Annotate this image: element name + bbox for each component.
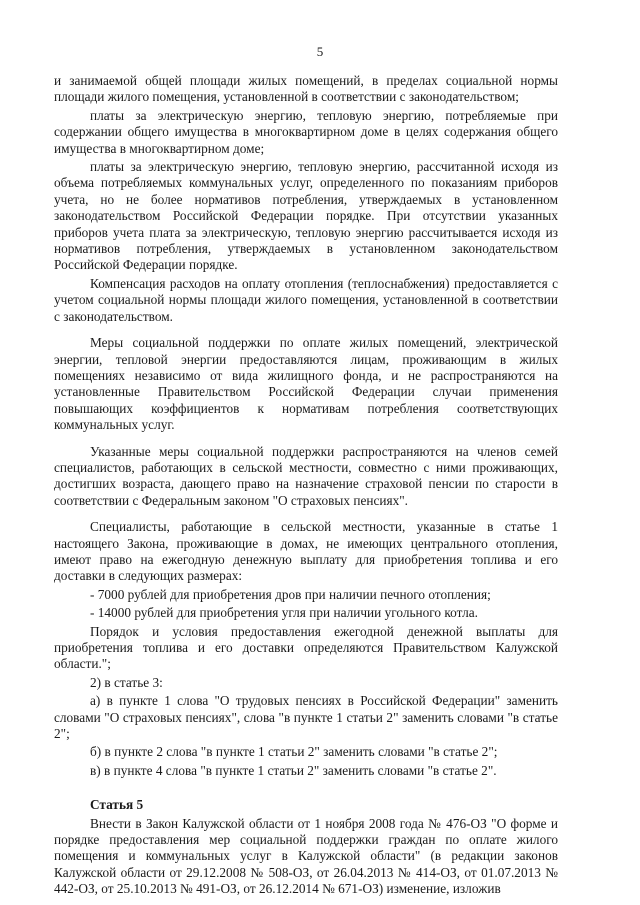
paragraph-payment-procedure: Порядок и условия предоставления ежегодной денежной выплаты для приобретения топлива и его доставки определяются Правительством Калужской области."; xyxy=(54,623,558,672)
paragraph-fuel-payment: Специалисты, работающие в сельской местности, указанные в статье 1 настоящего Закона, проживающие в домах, не имеющих центрального отопления, имеют право на ежегодную денежную выплату для приобретения топлива и его доставки в следующих размерах: xyxy=(54,519,558,584)
paragraph-article-3: 2) в статье 3: xyxy=(90,674,163,690)
document-body xyxy=(54,73,558,900)
list-item-a: а) в пункте 1 слова "О трудовых пенсиях в Российской Федерации" заменить словами "О страховых пенсиях", слова "в пункте 1 статьи 2" заменить словами "в статье 2"; xyxy=(54,693,558,742)
list-item-firewood: - 7000 рублей для приобретения дров при наличии печного отопления; xyxy=(90,586,491,602)
paragraph-gap xyxy=(54,511,558,519)
paragraph-support-measures: Меры социальной поддержки по оплате жилых помещений, электрической энергии, тепловой энергии предоставляются лицам, проживающим в жилых помещениях независимо от вида жилищного фонда, и не распространяются на установленные Правительством Российской Федерации случаи применения повышающих коэффициентов к нормативам потребления соответствующих коммунальных услуг. xyxy=(54,335,558,433)
list-item-b: б) в пункте 2 слова "в пункте 1 статьи 2" заменить словами "в статье 2"; xyxy=(90,744,498,760)
paragraph-family-members: Указанные меры социальной поддержки распространяются на членов семей специалистов, работающих в сельской местности, совместно с ними проживающих, достигших возраста, дающего право на назначение страховой пенсии по старости в соответствии с Федеральным законом "О страховых пенсиях". xyxy=(54,443,558,508)
paragraph-metered-payment: платы за электрическую энергию, тепловую энергию, рассчитанной исходя из объема потребляемых коммунальных услуг, определенного по показаниям приборов учета, но не более нормативов потребления, утверждаемых в установленном законодательством Российской Федерации порядке. При отсутствии указанных приборов учета плата за электрическую, тепловую энергию рассчитывается исходя из нормативов потребления, утверждаемых в установленном законодательством Российской Федерации порядке. xyxy=(54,159,558,273)
paragraph-continuation: и занимаемой общей площади жилых помещений, в пределах социальной нормы площади жилого помещения, установленной в соответствии с законодательством; xyxy=(54,73,558,105)
page-number: 5 xyxy=(316,44,324,59)
list-item-coal: - 14000 рублей для приобретения угля при наличии угольного котла. xyxy=(90,605,478,621)
paragraph-heating-compensation: Компенсация расходов на оплату отопления (теплоснабжения) предоставляется с учетом социальной нормы площади жилого помещения, установленной в соответствии с законодательством. xyxy=(54,275,558,324)
paragraph-gap xyxy=(54,436,558,444)
article-heading: Статья 5 xyxy=(90,797,144,813)
list-item-c: в) в пункте 4 слова "в пункте 1 статьи 2" заменить словами "в статье 2". xyxy=(90,762,497,778)
paragraph-common-property: платы за электрическую энергию, тепловую энергию, потребляемые при содержании общего имущества в многоквартирном доме в целях содержания общего имущества в многоквартирном доме; xyxy=(54,107,558,156)
article-5-paragraph: Внести в Закон Калужской области от 1 ноября 2008 года № 476-ОЗ "О форме и порядке предоставления мер социальной поддержки граждан по оплате жилого помещения и коммунальных услуг в Калужской области" (в редакции законов Калужской области от 29.12.2008 № 508-ОЗ, от 26.04.2013 № 414-ОЗ, от 01.07.2013 № 442-ОЗ, от 25.10.2013 № 491-ОЗ, от 26.12.2014 № 671-ОЗ) изменение, изложив xyxy=(54,815,558,897)
paragraph-gap xyxy=(54,327,558,335)
